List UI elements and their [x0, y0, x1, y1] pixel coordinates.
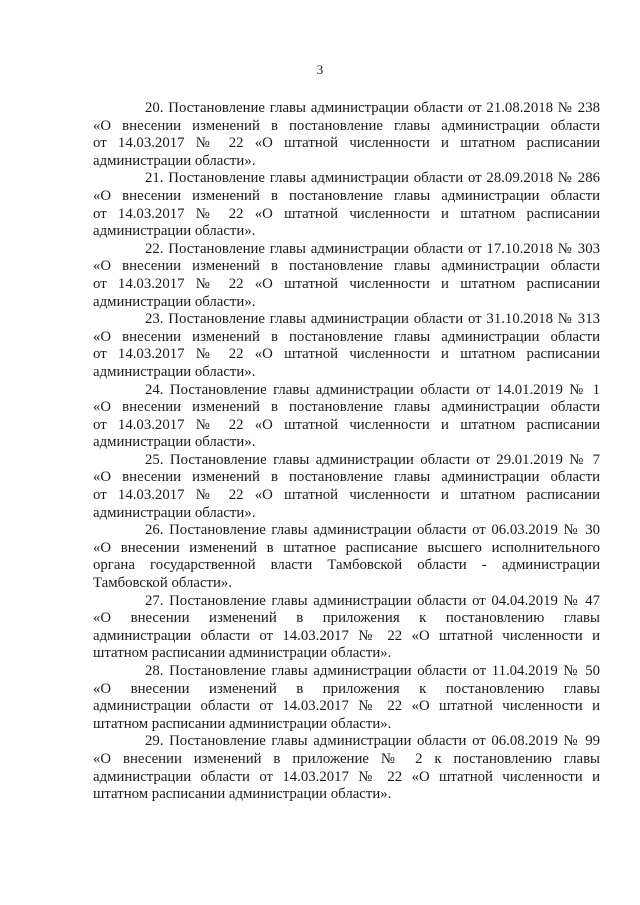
list-item-27: [93, 593, 600, 663]
text-line: администрации области».: [93, 152, 256, 169]
text-line: «О внесении изменений в постановление главы администрации области: [93, 258, 600, 275]
text-line: штатном расписании администрации области».: [93, 786, 392, 803]
list-item-21: [93, 170, 600, 240]
page-number: 3: [316, 62, 324, 77]
text-line: от 14.03.2017 № 22 «О штатной численности и штатном расписании: [93, 205, 600, 222]
text-line: «О внесении изменений в приложения к постановлению главы: [93, 610, 600, 627]
list-item-20: [93, 100, 600, 170]
text-line: 24. Постановление главы администрации области от 14.01.2019 № 1: [145, 381, 600, 398]
text-line: штатном расписании администрации области».: [93, 645, 392, 662]
text-line: штатном расписании администрации области».: [93, 715, 392, 732]
text-line: 22. Постановление главы администрации области от 17.10.2018 № 303: [145, 240, 600, 257]
text-line: «О внесении изменений в приложения к постановлению главы: [93, 680, 600, 697]
text-line: администрации области».: [93, 363, 256, 380]
text-line: от 14.03.2017 № 22 «О штатной численности и штатном расписании: [93, 275, 600, 292]
text-line: от 14.03.2017 № 22 «О штатной численности и штатном расписании: [93, 346, 600, 363]
text-line: 25. Постановление главы администрации области от 29.01.2019 № 7: [145, 451, 600, 468]
list-item-24: [93, 382, 600, 452]
text-line: «О внесении изменений в постановление главы администрации области: [93, 187, 600, 204]
list-item-22: [93, 241, 600, 311]
text-line: администрации области».: [93, 504, 256, 521]
text-line: администрации области».: [93, 293, 256, 310]
text-line: 27. Постановление главы администрации области от 04.04.2019 № 47: [145, 592, 600, 609]
text-line: от 14.03.2017 № 22 «О штатной численности и штатном расписании: [93, 135, 600, 152]
text-line: «О внесении изменений в постановление главы администрации области: [93, 399, 600, 416]
text-line: администрации области».: [93, 434, 256, 451]
list-item-26: [93, 522, 600, 592]
text-line: администрации области от 14.03.2017 № 22 «О штатной численности и: [93, 768, 600, 785]
text-line: «О внесении изменений в постановление главы администрации области: [93, 117, 600, 134]
document-body: [93, 100, 600, 804]
text-line: 21. Постановление главы администрации области от 28.09.2018 № 286: [145, 170, 600, 187]
list-item-25: [93, 452, 600, 522]
text-line: 26. Постановление главы администрации области от 06.03.2019 № 30: [145, 522, 600, 539]
text-line: «О внесении изменений в приложение № 2 к постановлению главы: [93, 750, 600, 767]
text-line: от 14.03.2017 № 22 «О штатной численности и штатном расписании: [93, 416, 600, 433]
text-line: администрации области от 14.03.2017 № 22 «О штатной численности и: [93, 627, 600, 644]
text-line: 23. Постановление главы администрации области от 31.10.2018 № 313: [145, 311, 600, 328]
text-line: 29. Постановление главы администрации области от 06.08.2019 № 99: [145, 733, 600, 750]
text-line: от 14.03.2017 № 22 «О штатной численности и штатном расписании: [93, 487, 600, 504]
list-item-23: [93, 311, 600, 381]
list-item-28: [93, 663, 600, 733]
text-line: «О внесении изменений в постановление главы администрации области: [93, 469, 600, 486]
text-line: администрации области от 14.03.2017 № 22 «О штатной численности и: [93, 698, 600, 715]
list-item-29: [93, 733, 600, 803]
text-line: администрации области».: [93, 223, 256, 240]
text-line: 20. Постановление главы администрации области от 21.08.2018 № 238: [145, 100, 600, 116]
text-line: «О внесении изменений в штатное расписание высшего исполнительного: [93, 539, 600, 556]
text-line: Тамбовской области».: [93, 575, 233, 592]
text-line: «О внесении изменений в постановление главы администрации области: [93, 328, 600, 345]
text-line: 28. Постановление главы администрации области от 11.04.2019 № 50: [145, 663, 600, 679]
text-line: органа государственной власти Тамбовской области - администрации: [93, 557, 600, 574]
